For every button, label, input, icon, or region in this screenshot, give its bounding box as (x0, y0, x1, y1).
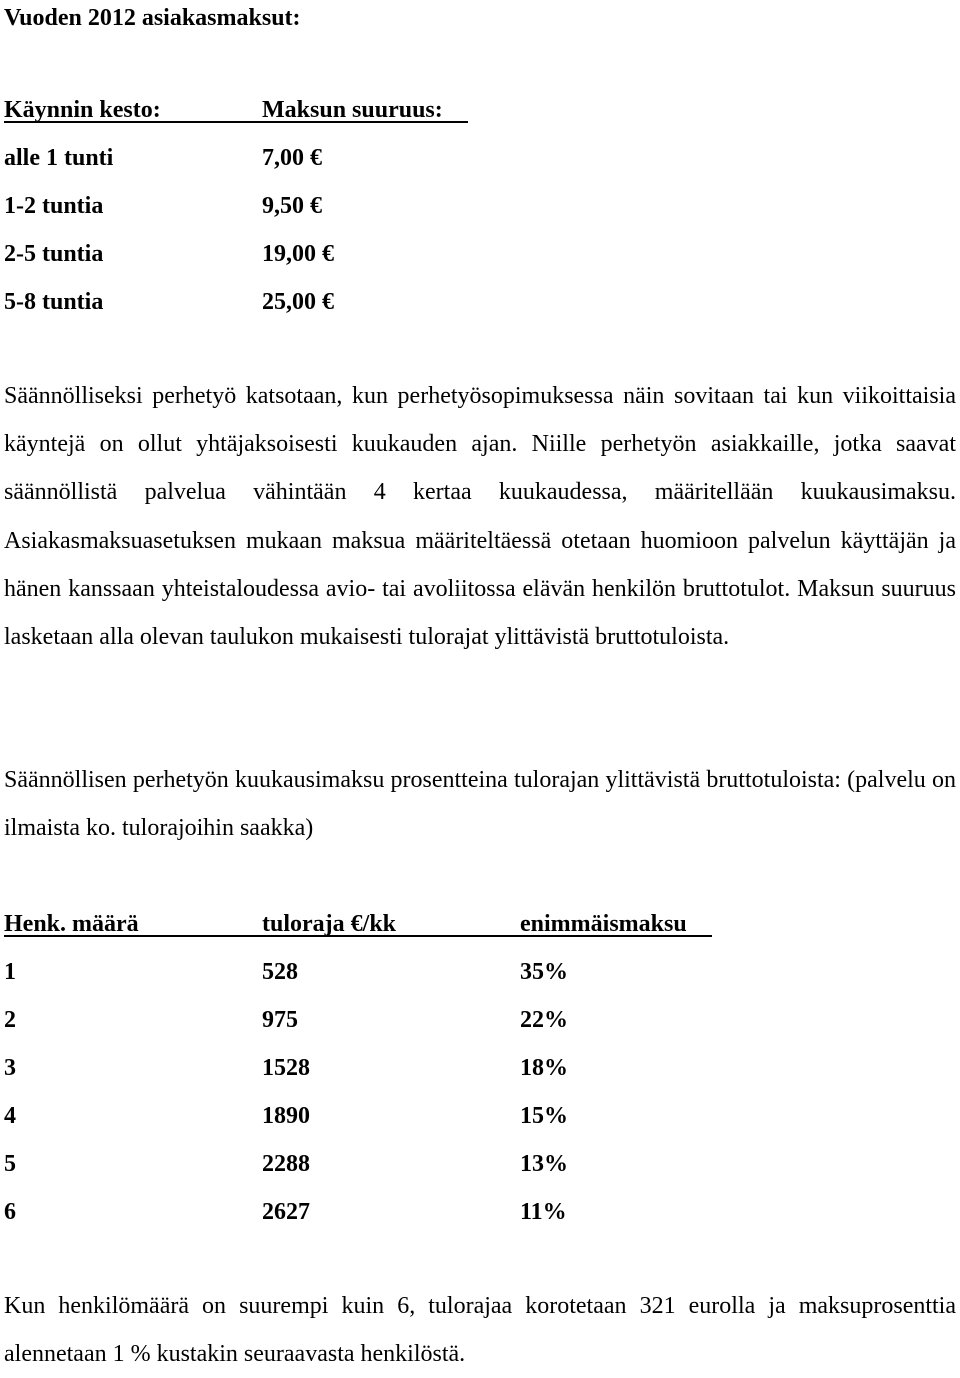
income-row-limit: 1528 (262, 1055, 310, 1081)
income-row-persons: 1 (4, 959, 16, 985)
visit-row-duration: 2-5 tuntia (4, 241, 104, 267)
income-header-persons: Henk. määrä (4, 911, 139, 937)
visit-row-fee: 19,00 € (262, 241, 334, 267)
income-row-persons: 6 (4, 1199, 16, 1225)
visit-header-underline (4, 121, 468, 123)
paragraph-monthly-fee: Säännöllisen perhetyön kuukausimaksu prosentteina tulorajan ylittävistä bruttotuloista: (palvelu on ilmaista ko. tulorajoihin saakka) (4, 767, 956, 842)
income-row-max-fee: 22% (520, 1007, 568, 1033)
income-row-limit: 2627 (262, 1199, 310, 1225)
visit-header-fee: Maksun suuruus: (262, 97, 443, 123)
income-row-max-fee: 18% (520, 1055, 568, 1081)
visit-row-duration: alle 1 tunti (4, 145, 114, 171)
income-row-persons: 2 (4, 1007, 16, 1033)
paragraph-regular-service: Säännölliseksi perhetyö katsotaan, kun perhetyösopimuksessa näin sovitaan tai kun viikoittaisia käyntejä on ollut yhtäjaksoisesti kuukauden ajan. Niille perhetyön asiakkaille, jotka saavat säännöllistä palvelua vähintään 4 kertaa kuukaudessa, määritellään kuukausimaksu. Asiakasmaksuasetuksen mukaan maksua määriteltäessä otetaan huomioon palvelun käyttäjän ja hänen kanssaan yhteistaloudessa avio- tai avoliitossa elävän henkilön bruttotulot. Maksun suuruus lasketaan alla olevan taulukon mukaisesti tulorajat ylittävistä bruttotuloista. (4, 383, 956, 651)
income-row-max-fee: 11% (520, 1199, 567, 1225)
visit-row-fee: 9,50 € (262, 193, 322, 219)
page-title: Vuoden 2012 asiakasmaksut: (4, 5, 301, 31)
income-header-max-fee: enimmäismaksu (520, 911, 687, 937)
income-row-limit: 528 (262, 959, 298, 985)
income-row-limit: 975 (262, 1007, 298, 1033)
income-header-limit: tuloraja €/kk (262, 911, 397, 937)
income-header-underline (4, 935, 712, 937)
income-row-limit: 2288 (262, 1151, 310, 1177)
visit-row-fee: 25,00 € (262, 289, 334, 315)
visit-row-fee: 7,00 € (262, 145, 322, 171)
visit-row-duration: 1-2 tuntia (4, 193, 104, 219)
income-row-persons: 5 (4, 1151, 16, 1177)
visit-header-duration: Käynnin kesto: (4, 97, 161, 123)
income-row-persons: 4 (4, 1103, 16, 1129)
visit-row-duration: 5-8 tuntia (4, 289, 104, 315)
paragraph-additional-persons: Kun henkilömäärä on suurempi kuin 6, tulorajaa korotetaan 321 eurolla ja maksuprosenttia alennetaan 1 % kustakin seuraavasta henkilöstä. (4, 1293, 956, 1368)
income-row-persons: 3 (4, 1055, 16, 1081)
income-row-limit: 1890 (262, 1103, 310, 1129)
income-row-max-fee: 35% (520, 959, 568, 985)
income-row-max-fee: 13% (520, 1151, 568, 1177)
income-row-max-fee: 15% (520, 1103, 568, 1129)
